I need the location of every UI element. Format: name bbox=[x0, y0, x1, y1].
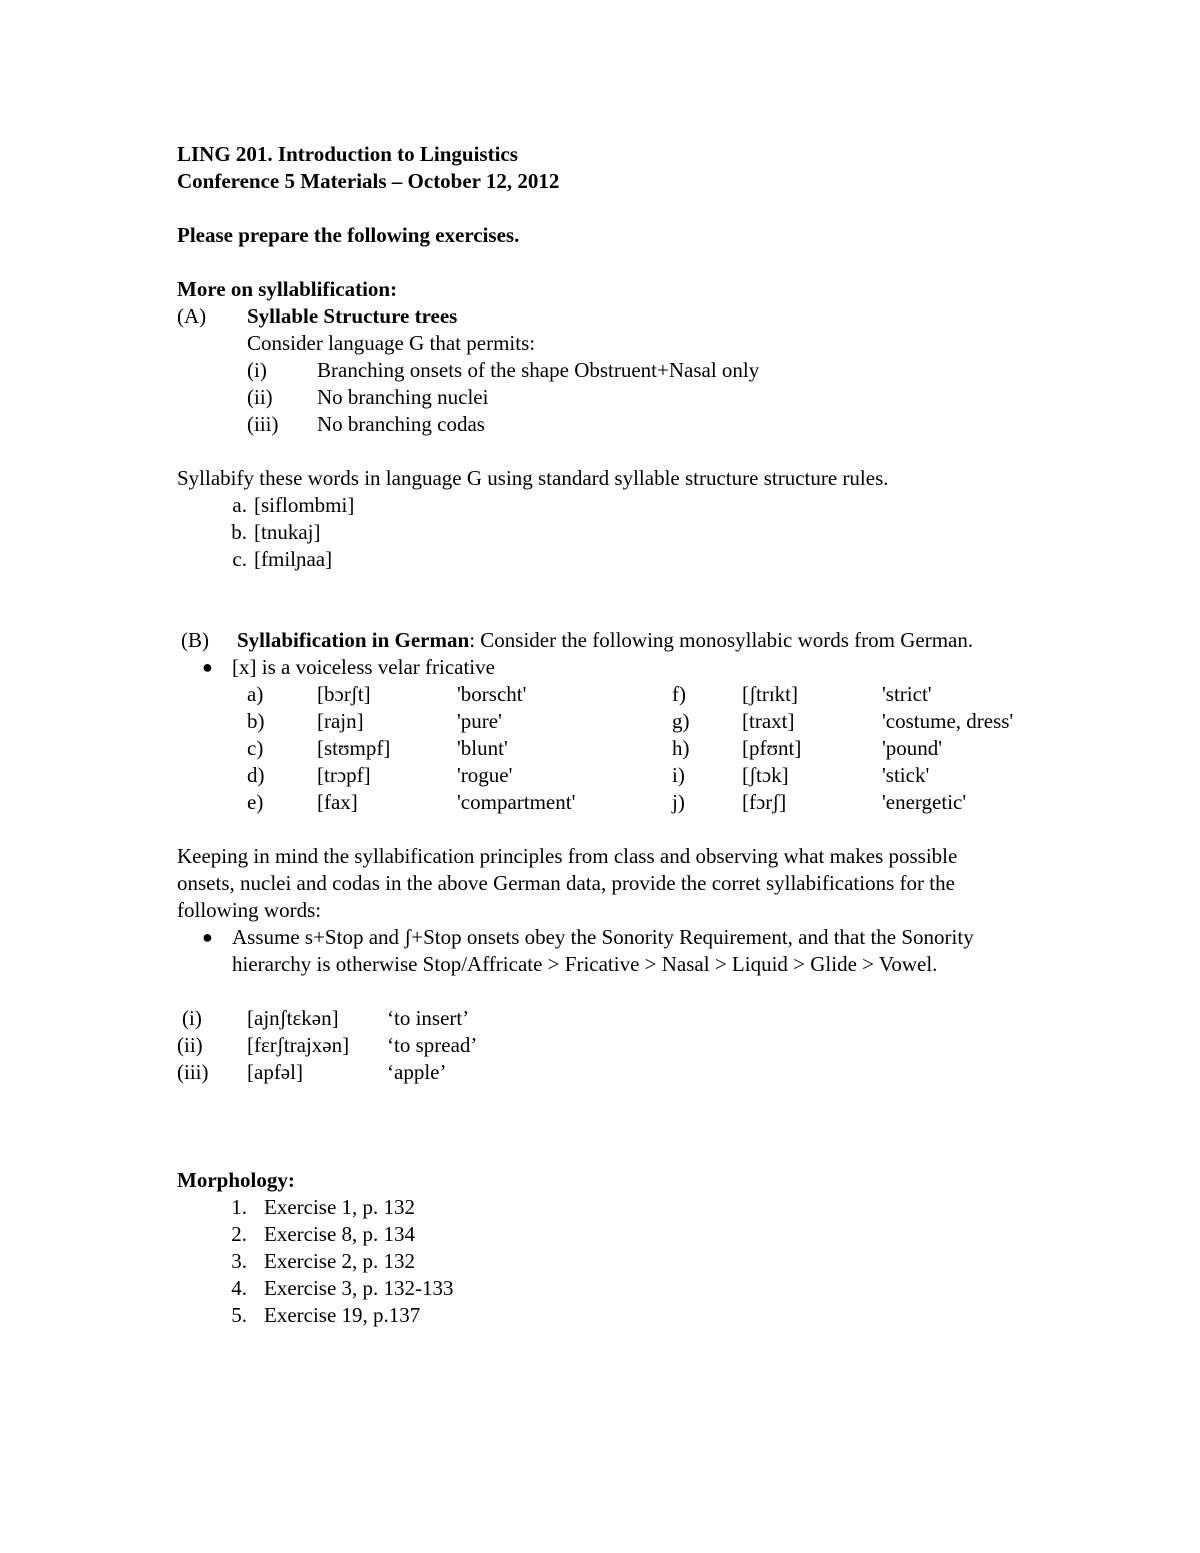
exercise-number: 3. bbox=[231, 1249, 247, 1273]
list-item bbox=[177, 1005, 1037, 1032]
german-task: Keeping in mind the syllabification principles from class and observing what makes possible onsets, nuclei and codas in the above German data, provide the corret syllabifications for the following words: bbox=[177, 844, 958, 922]
section-a-intro: Consider language G that permits: bbox=[247, 331, 536, 355]
list-item bbox=[202, 654, 1037, 681]
gloss: 'blunt' bbox=[457, 736, 508, 760]
section-b-label: (B) bbox=[181, 628, 209, 652]
phonetic-form: [ajnʃtɛkən] bbox=[247, 1006, 339, 1030]
list-item bbox=[177, 1302, 1037, 1329]
gloss: 'rogue' bbox=[457, 763, 513, 787]
gloss: 'compartment' bbox=[457, 790, 576, 814]
list-item bbox=[177, 1248, 1037, 1275]
exercise-text: Exercise 19, p.137 bbox=[264, 1303, 421, 1327]
table-row bbox=[177, 762, 1037, 789]
gloss: 'stick' bbox=[882, 763, 930, 787]
morphology-heading: Morphology: bbox=[177, 1168, 295, 1192]
list-item bbox=[202, 924, 1037, 978]
conditions-list bbox=[177, 357, 1037, 438]
gloss: 'pound' bbox=[882, 736, 943, 760]
item-label: h) bbox=[672, 736, 690, 760]
list-item bbox=[177, 1032, 1037, 1059]
table-row bbox=[177, 789, 1037, 816]
phonetic-form: [ʃtrɪkt] bbox=[742, 682, 798, 706]
item-label: e) bbox=[247, 790, 264, 814]
item-label: i) bbox=[672, 763, 685, 787]
phonetic-form: [trɔpf] bbox=[317, 763, 371, 787]
section-a-title: Syllable Structure trees bbox=[247, 304, 458, 328]
item-label: b) bbox=[247, 709, 265, 733]
phonetic-form: [stʊmpf] bbox=[317, 736, 391, 760]
exercise-number: 1. bbox=[231, 1195, 247, 1219]
section-b-heading bbox=[177, 627, 997, 654]
instruction: Please prepare the following exercises. bbox=[177, 223, 520, 247]
list-item bbox=[177, 546, 1037, 573]
word-label: b. bbox=[231, 520, 247, 544]
phonetic-form: [bɔrʃt] bbox=[317, 682, 371, 706]
german-words-list bbox=[177, 1005, 1037, 1086]
item-label: j) bbox=[672, 790, 685, 814]
conference-subtitle: Conference 5 Materials – October 12, 2012 bbox=[177, 169, 560, 193]
morphology-exercises bbox=[177, 1194, 1037, 1329]
phonetic-form: [traxt] bbox=[742, 709, 795, 733]
list-item bbox=[177, 384, 1037, 411]
phonetic-form: [rajn] bbox=[317, 709, 364, 733]
gloss: 'pure' bbox=[457, 709, 502, 733]
gloss: ‘to insert’ bbox=[387, 1006, 470, 1030]
item-label: (i) bbox=[182, 1006, 202, 1030]
list-item bbox=[177, 1275, 1037, 1302]
list-item bbox=[177, 1194, 1037, 1221]
document-page bbox=[177, 141, 1037, 1329]
condition-label: (ii) bbox=[247, 385, 273, 409]
gloss: 'costume, dress' bbox=[882, 709, 1014, 733]
bullet-icon: ● bbox=[202, 927, 213, 947]
velar-note: [x] is a voiceless velar fricative bbox=[232, 655, 495, 679]
gloss: ‘apple’ bbox=[387, 1060, 447, 1084]
exercise-text: Exercise 1, p. 132 bbox=[264, 1195, 416, 1219]
list-item bbox=[177, 411, 1037, 438]
exercise-number: 4. bbox=[231, 1276, 247, 1300]
item-label: g) bbox=[672, 709, 690, 733]
condition-label: (i) bbox=[247, 358, 267, 382]
list-item bbox=[177, 1221, 1037, 1248]
exercise-text: Exercise 2, p. 132 bbox=[264, 1249, 416, 1273]
item-label: a) bbox=[247, 682, 264, 706]
word-text: [siflombmi] bbox=[254, 493, 355, 517]
gloss: 'borscht' bbox=[457, 682, 527, 706]
phonetic-form: [fɛrʃtrajxən] bbox=[247, 1033, 350, 1057]
condition-label: (iii) bbox=[247, 412, 279, 436]
item-label: c) bbox=[247, 736, 264, 760]
table-row bbox=[177, 708, 1037, 735]
phonetic-form: [fax] bbox=[317, 790, 358, 814]
section-b-intro: : Consider the following monosyllabic words from German. bbox=[469, 628, 974, 652]
sonority-assumption: Assume s+Stop and ʃ+Stop onsets obey the Sonority Requirement, and that the Sonority hierarchy is otherwise Stop/Affricate > Fricative > Nasal > Liquid > Glide > Vowel. bbox=[232, 925, 974, 976]
word-text: [fmilɲaa] bbox=[254, 547, 333, 571]
exercise-number: 2. bbox=[231, 1222, 247, 1246]
condition-text: Branching onsets of the shape Obstruent+Nasal only bbox=[317, 358, 760, 382]
word-label: a. bbox=[232, 493, 247, 517]
gloss: ‘to spread’ bbox=[387, 1033, 478, 1057]
condition-text: No branching nuclei bbox=[317, 385, 489, 409]
phonetic-form: [pfʊnt] bbox=[742, 736, 802, 760]
word-label: c. bbox=[232, 547, 247, 571]
item-label: (ii) bbox=[177, 1033, 203, 1057]
list-item bbox=[177, 492, 1037, 519]
syllabify-task: Syllabify these words in language G using standard syllable structure structure rules. bbox=[177, 466, 889, 490]
words-list bbox=[177, 492, 1037, 573]
table-row bbox=[177, 735, 1037, 762]
word-text: [tnukaj] bbox=[254, 520, 321, 544]
section-a-label: (A) bbox=[177, 304, 207, 328]
course-title: LING 201. Introduction to Linguistics bbox=[177, 142, 518, 166]
condition-text: No branching codas bbox=[317, 412, 485, 436]
german-data-table bbox=[177, 681, 1037, 816]
syllabification-heading: More on syllablification: bbox=[177, 277, 398, 301]
exercise-number: 5. bbox=[231, 1303, 247, 1327]
exercise-text: Exercise 3, p. 132-133 bbox=[264, 1276, 454, 1300]
section-a-heading bbox=[177, 303, 1037, 330]
list-item bbox=[177, 357, 1037, 384]
item-label: d) bbox=[247, 763, 265, 787]
phonetic-form: [ʃtɔk] bbox=[742, 763, 789, 787]
item-label: f) bbox=[672, 682, 686, 706]
exercise-text: Exercise 8, p. 134 bbox=[264, 1222, 416, 1246]
section-b-title: Syllabification in German bbox=[237, 628, 470, 652]
item-label: (iii) bbox=[177, 1060, 209, 1084]
list-item bbox=[177, 519, 1037, 546]
table-row bbox=[177, 681, 1037, 708]
gloss: 'strict' bbox=[882, 682, 932, 706]
phonetic-form: [apfəl] bbox=[247, 1060, 303, 1084]
list-item bbox=[177, 1059, 1037, 1086]
gloss: 'energetic' bbox=[882, 790, 967, 814]
bullet-icon: ● bbox=[202, 657, 213, 677]
phonetic-form: [fɔrʃ] bbox=[742, 790, 787, 814]
